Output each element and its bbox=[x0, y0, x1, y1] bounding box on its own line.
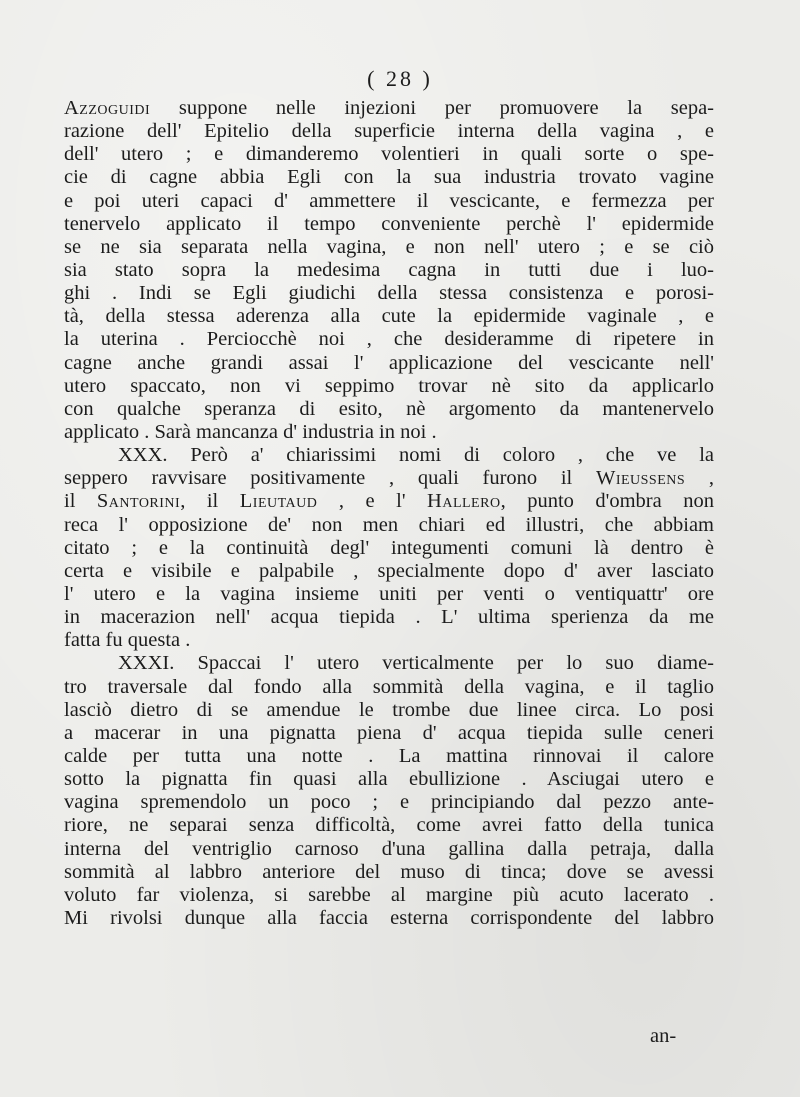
author-name: Azzoguidi bbox=[64, 97, 151, 119]
text-line: applicato . Sarà mancanza d' industria in noi . bbox=[64, 420, 437, 443]
text-line: lasciò dietro di se amendue le trombe due linee circa. Lo posi bbox=[64, 698, 714, 721]
text-line: interna del ventriglio carnoso d'una gallina dalla petraja, dalla bbox=[64, 837, 714, 860]
author-name: Wieussens bbox=[595, 467, 686, 490]
section-heading-line: XXX. Però a' chiarissimi nomi di coloro , che ve la bbox=[118, 444, 714, 467]
text-line: seppero ravvisare positivamente , quali furono il Wieussens , bbox=[64, 467, 714, 490]
text-line: cagne anche grandi assai l' applicazione del vescicante nell' bbox=[64, 351, 714, 374]
text-line: vagina spremendolo un poco ; e principiando dal pezzo ante- bbox=[64, 791, 714, 814]
text-line: citato ; e la continuità degl' integumenti comuni là dentro è bbox=[64, 536, 714, 559]
text-line: fatta fu questa . bbox=[64, 629, 191, 652]
text-line: utero spaccato, non vi seppimo trovar nè sito da applicarlo bbox=[64, 374, 714, 397]
text-line: dell' utero ; e dimanderemo volentieri in quali sorte o spe- bbox=[64, 143, 714, 166]
page-number: ( 28 ) bbox=[367, 66, 433, 91]
text-line: e poi uteri capaci d' ammettere il vescicante, e fermezza per bbox=[64, 189, 714, 212]
text-line: reca l' opposizione de' non men chiari ed illustri, che abbiam bbox=[64, 513, 714, 536]
text-line: sia stato sopra la medesima cagna in tutti due i luo- bbox=[64, 258, 714, 281]
page-text bbox=[64, 97, 714, 930]
text-line: in macerazion nell' acqua tiepida . L' ultima sperienza da me bbox=[64, 606, 714, 629]
text-line: tenervelo applicato il tempo conveniente perchè l' epidermide bbox=[64, 212, 714, 235]
text-line: con qualche speranza di esito, nè argomento da mantenervelo bbox=[64, 397, 714, 420]
text-line: cie di cagne abbia Egli con la sua industria trovato vagine bbox=[64, 166, 714, 189]
catchword: an- bbox=[650, 1025, 677, 1047]
text-line: riore, ne separai senza difficoltà, come avrei fatto della tunica bbox=[64, 814, 714, 837]
text-line: il Santorini, il Lieutaud , e l' Hallero, punto d'ombra non bbox=[64, 490, 714, 513]
section-heading-line: XXXI. Spaccai l' utero verticalmente per lo suo diame- bbox=[118, 652, 714, 675]
text-line: a macerar in una pignatta piena d' acqua tiepida sulle ceneri bbox=[64, 721, 714, 744]
text-line: Mi rivolsi dunque alla faccia esterna corrispondente del labbro bbox=[64, 906, 714, 929]
text-line: se ne sia separata nella vagina, e non nell' utero ; e se ciò bbox=[64, 235, 714, 258]
text-line: sotto la pignatta fin quasi alla ebullizione . Asciugai utero e bbox=[64, 768, 714, 791]
author-name: Hallero bbox=[427, 490, 501, 513]
text-line: l' utero e la vagina insieme uniti per venti o ventiquattr' ore bbox=[64, 582, 714, 605]
text-line: certa e visibile e palpabile , specialmente dopo d' aver lasciato bbox=[64, 559, 714, 582]
text-line: Azzoguidi suppone nelle injezioni per promuovere la sepa- bbox=[64, 97, 714, 119]
text-line: sommità al labbro anteriore del muso di tinca; dove se avessi bbox=[64, 860, 714, 883]
author-name: Lieutaud bbox=[239, 490, 318, 513]
text-line: voluto far violenza, si sarebbe al margine più acuto lacerato . bbox=[64, 883, 714, 906]
text-line: ghi . Indi se Egli giudichi della stessa consistenza e porosi- bbox=[64, 282, 714, 305]
text-line: calde per tutta una notte . La mattina rinnovai il calore bbox=[64, 744, 714, 767]
text-line: tro traversale dal fondo alla sommità della vagina, e il taglio bbox=[64, 675, 714, 698]
text-line: la uterina . Perciocchè noi , che desideramme di ripetere in bbox=[64, 328, 714, 351]
text-line: tà, della stessa aderenza alla cute la epidermide vaginale , e bbox=[64, 305, 714, 328]
author-name: Santorini bbox=[96, 490, 181, 513]
text-line: razione dell' Epitelio della superficie interna della vagina , e bbox=[64, 120, 714, 143]
